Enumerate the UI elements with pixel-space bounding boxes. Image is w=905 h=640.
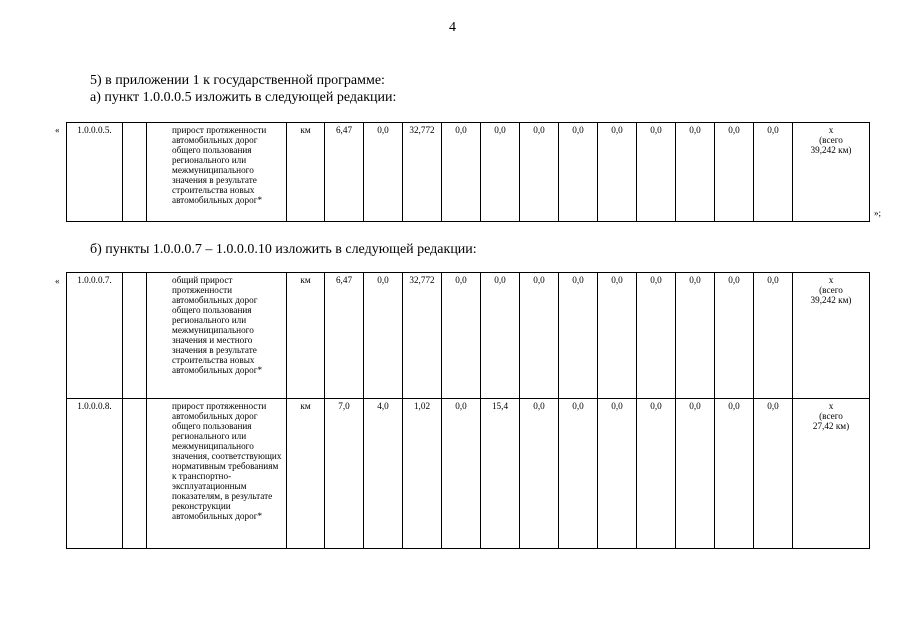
row-value: 0,0 [520, 399, 559, 549]
row-total: x (всего 39,242 км) [793, 123, 870, 222]
row-value: 0,0 [676, 273, 715, 399]
row-empty-cell [123, 123, 147, 222]
row-value: 0,0 [520, 273, 559, 399]
row-value: 0,0 [715, 399, 754, 549]
row-value: 32,772 [403, 273, 442, 399]
row-value: 0,0 [481, 273, 520, 399]
row-description: прирост протяженности автомобильных дорог общего пользования регионального или межмуниципального значения в результате строительства новых автомобильных дорог* [147, 123, 287, 222]
table-row [67, 123, 870, 222]
row-total: x (всего 27,42 км) [793, 399, 870, 549]
table-point-5 [66, 122, 870, 222]
row-total: x (всего 39,242 км) [793, 273, 870, 399]
row-value: 0,0 [559, 123, 598, 222]
row-value: 0,0 [754, 273, 793, 399]
row-value: 0,0 [364, 123, 403, 222]
row-value: 0,0 [676, 123, 715, 222]
row-value: 0,0 [481, 123, 520, 222]
table-row [67, 273, 870, 399]
row-empty-cell [123, 399, 147, 549]
section-b-heading: б) пункты 1.0.0.0.7 – 1.0.0.0.10 изложить в следующей редакции: [90, 242, 477, 257]
page-number: 4 [449, 20, 456, 35]
row-value: 0,0 [715, 273, 754, 399]
table-points-7-10 [66, 272, 870, 549]
row-unit: км [287, 123, 325, 222]
row-value: 1,02 [403, 399, 442, 549]
row-value: 0,0 [442, 399, 481, 549]
row-value: 0,0 [754, 399, 793, 549]
row-value: 0,0 [559, 399, 598, 549]
row-code: 1.0.0.0.5. [67, 123, 123, 222]
row-value: 0,0 [637, 273, 676, 399]
row-value: 7,0 [325, 399, 364, 549]
row-unit: км [287, 399, 325, 549]
row-value: 15,4 [481, 399, 520, 549]
close-quote: »; [874, 208, 882, 218]
open-quote-1: « [55, 125, 60, 135]
row-value: 4,0 [364, 399, 403, 549]
row-code: 1.0.0.0.7. [67, 273, 123, 399]
intro-line-2: а) пункт 1.0.0.0.5 изложить в следующей редакции: [90, 90, 397, 105]
row-value: 6,47 [325, 123, 364, 222]
row-value: 0,0 [637, 123, 676, 222]
row-value: 0,0 [442, 123, 481, 222]
row-description: общий прирост протяженности автомобильных дорог общего пользования регионального или межмуниципального значения и местного значения в результате строительства новых автомобильных дорог* [147, 273, 287, 399]
row-value: 6,47 [325, 273, 364, 399]
row-code: 1.0.0.0.8. [67, 399, 123, 549]
row-value: 0,0 [364, 273, 403, 399]
row-value: 0,0 [598, 399, 637, 549]
row-value: 0,0 [559, 273, 598, 399]
row-value: 0,0 [442, 273, 481, 399]
row-value: 32,772 [403, 123, 442, 222]
row-description: прирост протяженности автомобильных дорог общего пользования регионального или межмуниципального значения, соответствующих нормативным требованиям к транспортно-эксплуатационным показателям, в результате реконструкции автомобильных дорог* [147, 399, 287, 549]
open-quote-2: « [55, 276, 60, 286]
row-value: 0,0 [520, 123, 559, 222]
row-value: 0,0 [598, 273, 637, 399]
row-value: 0,0 [676, 399, 715, 549]
row-unit: км [287, 273, 325, 399]
intro-line-1: 5) в приложении 1 к государственной программе: [90, 73, 385, 88]
row-empty-cell [123, 273, 147, 399]
row-value: 0,0 [637, 399, 676, 549]
table-row [67, 399, 870, 549]
row-value: 0,0 [754, 123, 793, 222]
row-value: 0,0 [715, 123, 754, 222]
row-value: 0,0 [598, 123, 637, 222]
